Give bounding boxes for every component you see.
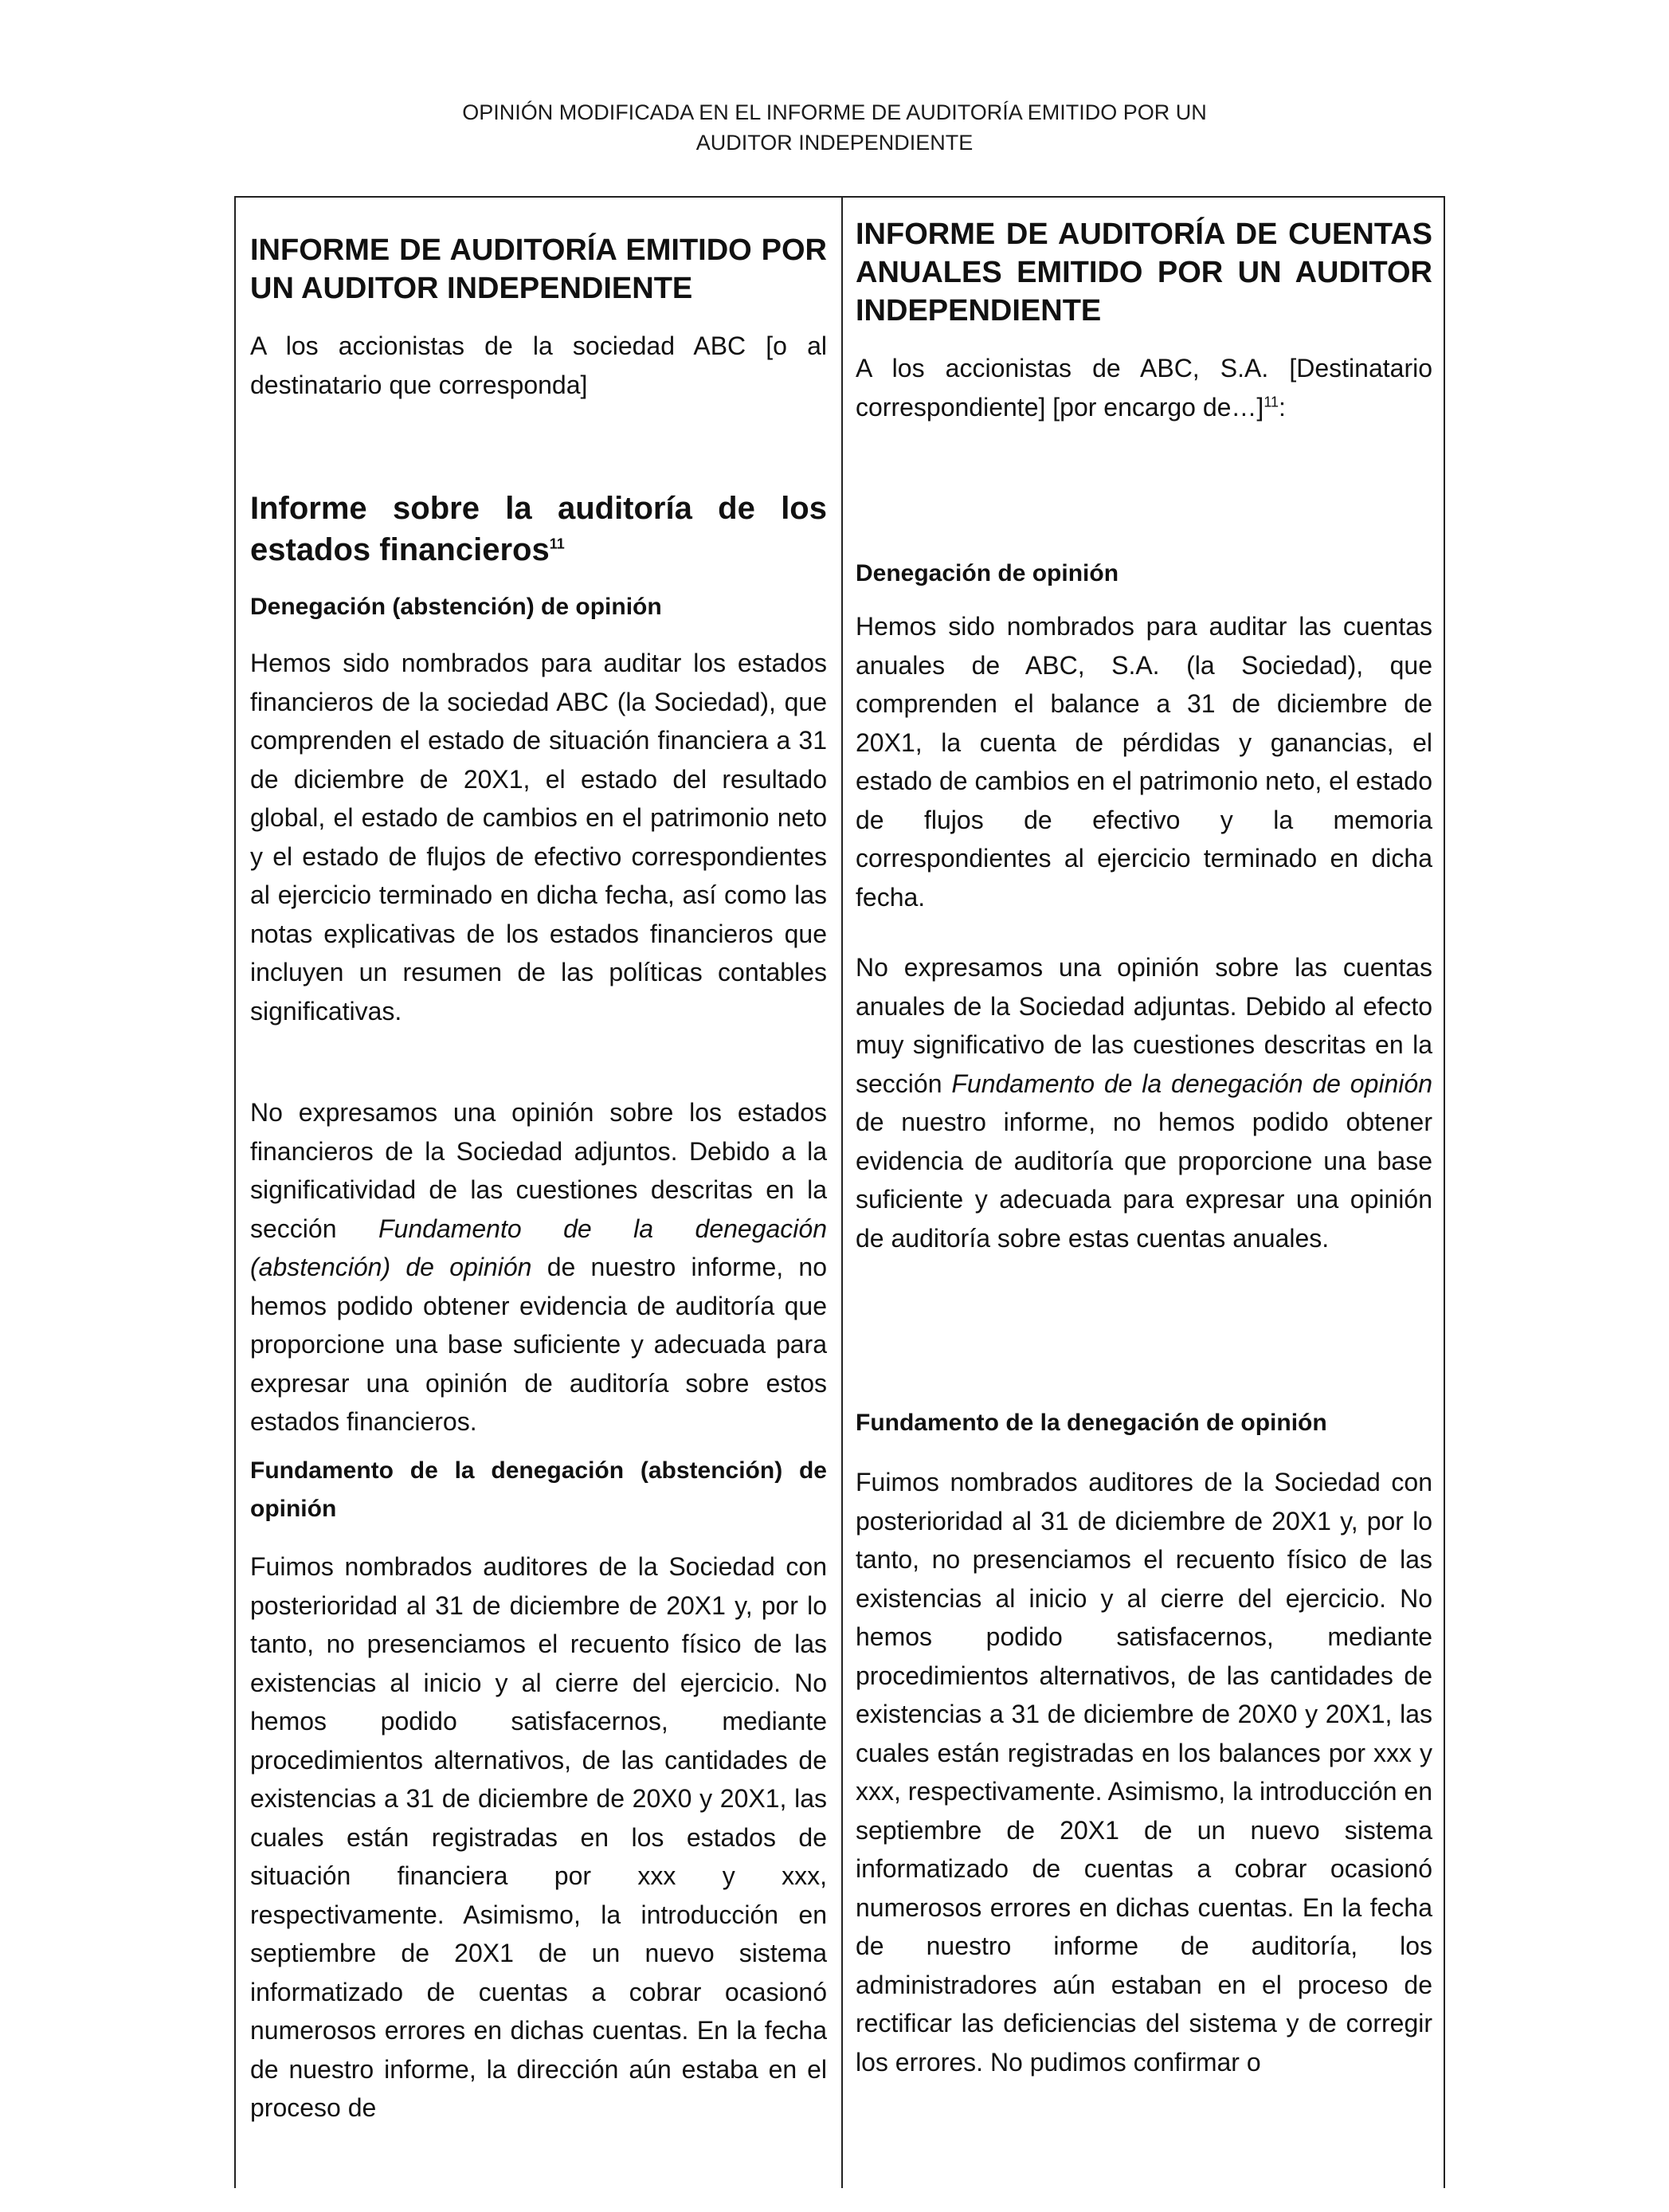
left-disclaimer-paragraph-2: [250, 1093, 827, 1441]
left-section-title: [250, 488, 827, 571]
left-section-footnote: 11: [549, 535, 565, 552]
right-column: [856, 198, 1432, 2188]
column-divider: [841, 198, 843, 2188]
right-report-title: INFORME DE AUDITORÍA DE CUENTAS ANUALES EMITIDO POR UN AUDITOR INDEPENDIENTE: [856, 218, 1432, 327]
left-disclaimer-p2-start: No expresamos una opinión sobre los estados financieros de la Sociedad adjuntos. Debido a la significatividad de las cuestiones descritas en la sección: [250, 1098, 827, 1243]
left-disclaimer-p2-end: de nuestro informe, no hemos podido obtener evidencia de auditoría que proporcione una base suficiente y adecuada para expresar una opinión de auditoría sobre estos estados financieros.: [250, 1253, 827, 1436]
left-basis-heading: Fundamento de la denegación (abstención) de opinión: [250, 1457, 827, 1522]
right-disclaimer-paragraph-1: Hemos sido nombrados para auditar las cuentas anuales de ABC, S.A. (la Sociedad), que comprenden el balance a 31 de diciembre de 20X1, la cuenta de pérdidas y ganancias, el estado de cambios en el patrimonio neto, el estado de flujos de efectivo y la memoria correspondientes al ejercicio terminado en dicha fecha.: [856, 612, 1433, 912]
page-header-line-2: AUDITOR INDEPENDIENTE: [695, 131, 974, 155]
right-disclaimer-p2-end: de nuestro informe, no hemos podido obtener evidencia de auditoría que proporcione una base suficiente y adecuada para expresar una opinión de auditoría sobre estas cuentas anuales.: [856, 1108, 1432, 1253]
left-column: [250, 198, 827, 2188]
right-addressee: [856, 349, 1432, 426]
left-addressee: A los accionistas de la sociedad ABC [o al destinatario que corresponda]: [250, 331, 827, 399]
left-disclaimer-heading: Denegación (abstención) de opinión: [250, 594, 662, 620]
right-disclaimer-heading: Denegación de opinión: [856, 560, 1119, 586]
left-report-title: INFORME DE AUDITORÍA EMITIDO POR UN AUDITOR INDEPENDIENTE: [250, 233, 827, 305]
right-basis-paragraph-1: Fuimos nombrados auditores de la Sociedad con posterioridad al 31 de diciembre de 20X1 y, por lo tanto, no presenciamos el recuento físico de las existencias al inicio y al cierre del ejercicio. No hemos podido satisfacernos, mediante procedimientos alternativos, de las cantidades de existencias a 31 de diciembre de 20X0 y 20X1, las cuales están registradas en los balances por xxx y xxx, respectivamente. Asimismo, la introducción en septiembre de 20X1 de un nuevo sistema informatizado de cuentas a cobrar ocasionó numerosos errores en dichas cuentas. En la fecha de nuestro informe de auditoría, los administradores aún estaban en el proceso de rectificar las deficiencias del sistema y de corregir los errores. No pudimos confirmar o: [856, 1468, 1432, 2077]
right-addressee-suffix: :: [1279, 392, 1286, 422]
right-disclaimer-paragraph-2: [856, 948, 1432, 1257]
right-disclaimer-p2-start: No expresamos una opinión sobre las cuentas anuales de la Sociedad adjuntas. Debido al efecto muy significativo de las cuestiones descritas en la sección: [856, 953, 1432, 1098]
left-section-title-text: Informe sobre la auditoría de los estados financieros: [250, 491, 827, 567]
page-header-line-1: OPINIÓN MODIFICADA EN EL INFORME DE AUDITORÍA EMITIDO POR UN: [462, 100, 1207, 124]
left-disclaimer-paragraph-1: Hemos sido nombrados para auditar los estados financieros de la sociedad ABC (la Sociedad), que comprenden el estado de situación financiera a 31 de diciembre de 20X1, el estado del resultado global, el estado de cambios en el patrimonio neto y el estado de flujos de efectivo correspondientes al ejercicio terminado en dicha fecha, así como las notas explicativas de los estados financieros que incluyen un resumen de las políticas contables significativas.: [250, 649, 827, 1026]
comparison-table: [234, 196, 1445, 2188]
right-disclaimer-p2-section-ref: Fundamento de la denegación de opinión: [951, 1069, 1433, 1098]
page-header: [0, 97, 1669, 158]
right-addressee-text: A los accionistas de ABC, S.A. [Destinatario correspondiente] [por encargo de…]: [856, 354, 1432, 422]
right-addressee-footnote: 11: [1264, 393, 1279, 410]
left-disclaimer-p2-section-ref: Fundamento de la denegación (abstención) de opinión: [250, 1214, 828, 1281]
left-basis-paragraph-1: Fuimos nombrados auditores de la Sociedad con posterioridad al 31 de diciembre de 20X1 y, por lo tanto, no presenciamos el recuento físico de las existencias al inicio y al cierre del ejercicio. No hemos podido satisfacernos, mediante procedimientos alternativos, de las cantidades de existencias a 31 de diciembre de 20X0 y 20X1, las cuales están registradas en los estados de situación financiera por xxx y xxx, respectivamente. Asimismo, la introducción en septiembre de 20X1 de un nuevo sistema informatizado de cuentas a cobrar ocasionó numerosos errores en dichas cuentas. En la fecha de nuestro informe, la dirección aún estaba en el proceso de: [250, 1552, 827, 2122]
right-basis-heading: Fundamento de la denegación de opinión: [856, 1410, 1327, 1436]
